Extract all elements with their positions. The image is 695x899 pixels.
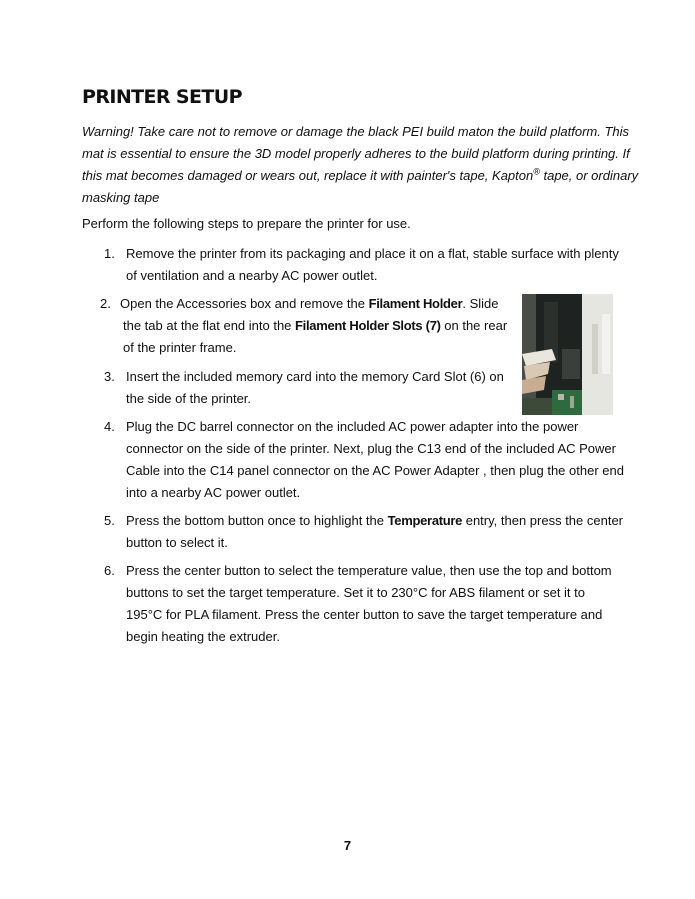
step-text: Insert the included memory card into the memory Card Slot (6) on the side of the printer. bbox=[126, 369, 504, 406]
step-5 bbox=[104, 510, 624, 554]
step-text: Plug the DC barrel connector on the included AC power adapter into the power connector on the side of the printer. Next, plug the C13 end of the included AC Power Cable into the C14 panel connector on the AC Power Adapter , then plug the other end into a nearby AC power outlet. bbox=[126, 419, 624, 500]
step-number: 3. bbox=[104, 369, 115, 384]
intro-text: Perform the following steps to prepare the printer for use. bbox=[82, 216, 411, 231]
warning-note bbox=[82, 121, 642, 209]
step-3 bbox=[104, 366, 514, 410]
step-number: 2. bbox=[100, 296, 111, 311]
step-1 bbox=[104, 243, 624, 287]
step-text bbox=[120, 293, 520, 359]
step-number: 5. bbox=[104, 513, 115, 528]
registered-mark: ® bbox=[533, 166, 540, 177]
warning-text: Warning! Take care not to remove or damage the black PEI build maton the build platform. This mat is essential to ensure the 3D model properly adheres to the build platform during printing. If this mat becomes damaged or wears out, replace it with painter's tape, Kapton bbox=[82, 124, 630, 183]
step-2 bbox=[100, 293, 520, 359]
filament-holder-term: Filament Holder bbox=[368, 296, 463, 311]
step-text: Remove the printer from its packaging and place it on a flat, stable surface with plenty of ventilation and a nearby AC power outlet. bbox=[126, 246, 619, 283]
filament-holder-slots-term: Filament Holder Slots (7) bbox=[295, 318, 441, 333]
step-number: 1. bbox=[104, 246, 115, 261]
page-number: 7 bbox=[343, 838, 352, 853]
step-text-part: on the rear of the printer frame. bbox=[123, 318, 508, 355]
printer-filament-holder-photo bbox=[522, 294, 613, 415]
step-4 bbox=[104, 416, 634, 504]
temperature-term: Temperature bbox=[387, 513, 463, 528]
step-text-part: entry, then press the center button to select it. bbox=[126, 513, 624, 550]
step-text-part: Open the Accessories box and remove the bbox=[120, 296, 369, 311]
warning-tail: tape, or ordinary masking tape bbox=[82, 168, 639, 205]
step-text bbox=[126, 510, 624, 554]
step-text: Press the center button to select the temperature value, then use the top and bottom buttons to set the target temperature. Set it to 230°C for ABS filament or set it to 195°C for PLA filament. Press the center button to save the target temperature and begin heating the extruder. bbox=[126, 563, 612, 644]
printer-photo-graphic bbox=[522, 294, 613, 415]
step-number: 4. bbox=[104, 419, 115, 434]
step-text-part: . Slide the tab at the flat end into the bbox=[123, 296, 499, 333]
page-title: PRINTER SETUP bbox=[82, 86, 242, 108]
step-6 bbox=[104, 560, 624, 648]
step-number: 6. bbox=[104, 563, 115, 578]
step-text-part: Press the bottom button once to highlight the bbox=[126, 513, 388, 528]
